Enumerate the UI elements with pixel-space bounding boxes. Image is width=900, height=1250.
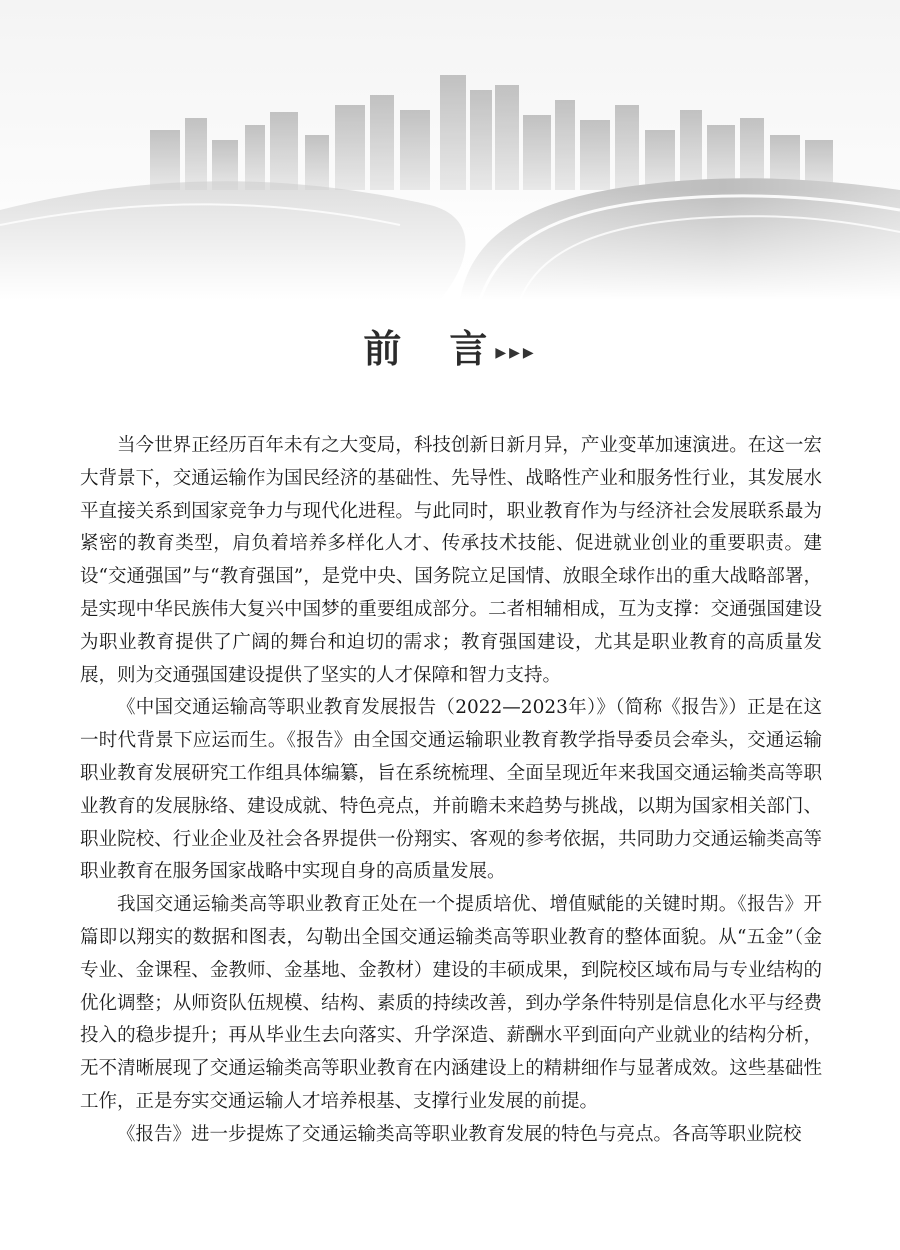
paragraph: 《中国交通运输高等职业教育发展报告（2022—2023年）》（简称《报告》）正是在这一时代背景下应运而生。《报告》由全国交通运输职业教育教学指导委员会牵头，交通运输职业教育发展研究工作组具体编纂，旨在系统梳理、全面呈现近年来我国交通运输类高等职业教育的发展脉络、建设成就、特色亮点，并前瞻未来趋势与挑战，以期为国家相关部门、职业院校、行业企业及社会各界提供一份翔实、客观的参考依据，共同助力交通运输类高等职业教育在服务国家战略中实现自身的高质量发展。 xyxy=(80,697,822,883)
foreword-body xyxy=(80,430,822,1152)
page-title xyxy=(0,318,900,373)
paragraph: 当今世界正经历百年未有之大变局，科技创新日新月异，产业变革加速演进。在这一宏大背景下，交通运输作为国民经济的基础性、先导性、战略性产业和服务性行业，其发展水平直接关系到国家竞争力与现代化进程。与此同时，职业教育作为与经济社会发展联系最为紧密的教育类型，肩负着培养多样化人才、传承技术技能、促进就业创业的重要职责。建设“交通强国”与“教育强国”，是党中央、国务院立足国情、放眼全球作出的重大战略部署，是实现中华民族伟大复兴中国梦的重要组成部分。二者相辅相成，互为支撑：交通强国建设为职业教育提供了广阔的舞台和迫切的需求；教育强国建设，尤其是职业教育的高质量发展，则为交通强国建设提供了坚实的人才保障和智力支持。 xyxy=(80,435,822,686)
title-arrows-icon: ▶▶▶ xyxy=(495,344,537,361)
city-road-banner xyxy=(0,0,900,300)
paragraph: 我国交通运输类高等职业教育正处在一个提质培优、增值赋能的关键时期。《报告》开篇即以翔实的数据和图表，勾勒出全国交通运输类高等职业教育的整体面貌。从“五金”（金专业、金课程、金教师、金基地、金教材）建设的丰硕成果，到院校区域布局与专业结构的优化调整；从师资队伍规模、结构、素质的持续改善，到办学条件特别是信息化水平与经费投入的稳步提升；再从毕业生去向落实、升学深造、薪酬水平到面向产业就业的结构分析，无不清晰展现了交通运输类高等职业教育在内涵建设上的精耕细作与显著成效。这些基础性工作，正是夯实交通运输人才培养根基、支撑行业发展的前提。 xyxy=(80,894,822,1112)
title-char-1: 前 xyxy=(363,326,404,371)
paragraph: 《报告》进一步提炼了交通运输类高等职业教育发展的特色与亮点。各高等职业院校 xyxy=(117,1123,802,1145)
title-char-2: 言 xyxy=(449,326,490,371)
